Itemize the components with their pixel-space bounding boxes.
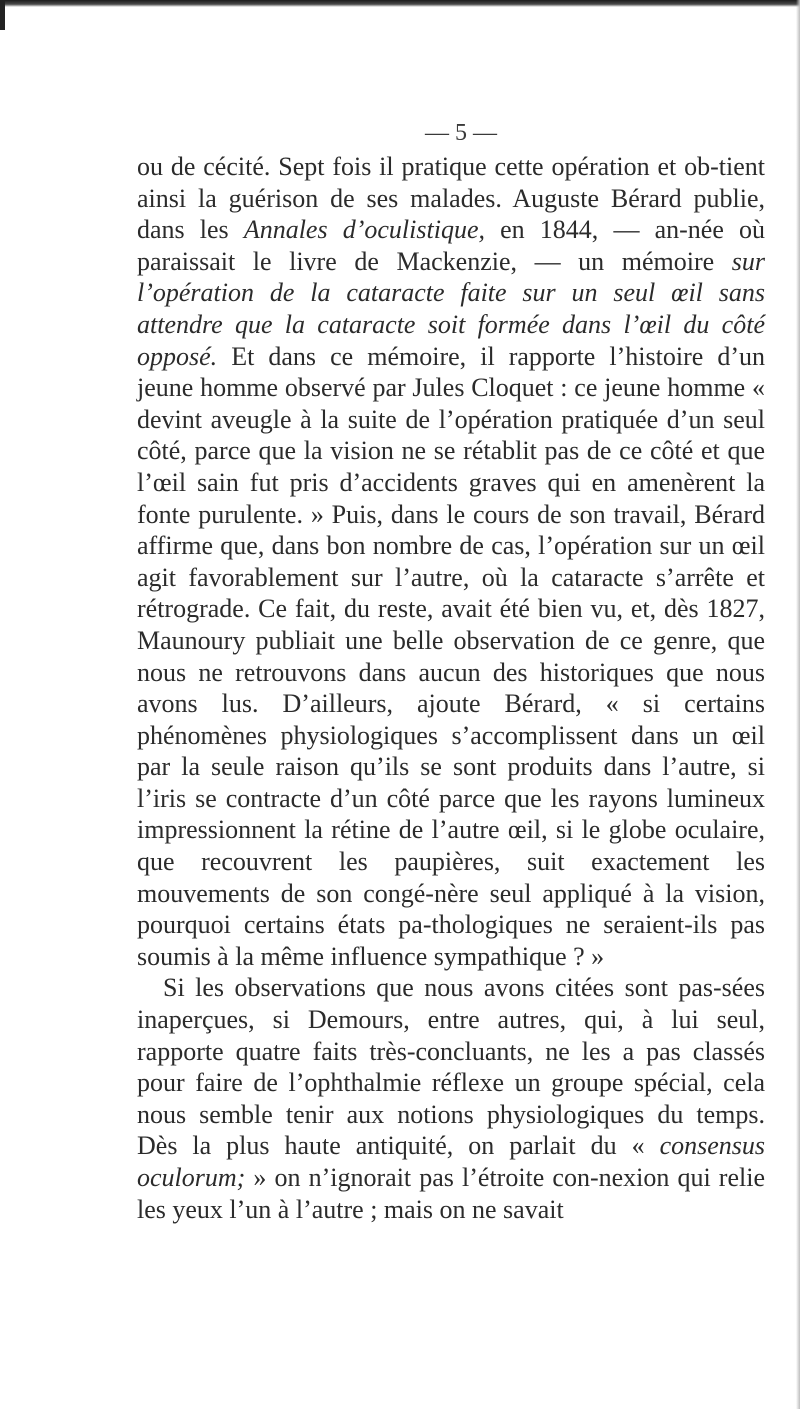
page-edge-left <box>0 0 5 30</box>
latin-phrase: consensus oculorum; <box>137 1131 765 1192</box>
memoir-title: sur l’opération de la cataracte faite sur un seul œil sans attendre que la cataracte soit formée dans l’œil du côté opposé. <box>137 246 765 371</box>
text-run: Si les observations que nous avons citées sont pas-sées inaperçues, si Demours, entre autres, qui, à lui seul, rapporte quatre faits très-concluants, ne les a pas classés pour faire de l’ophthalmie réflexe un groupe spécial, cela nous semble tenir aux notions physiologiques du temps. Dès la plus haute antiquité, on parlait du « <box>137 973 765 1161</box>
text-run: ou de cécité. Sept fois il pratique cette opération et ob-tient ainsi la guérison de ses malades. Auguste Bérard publie, dans les <box>137 152 765 245</box>
page-edge-right <box>796 0 800 1409</box>
book-page <box>137 120 765 1225</box>
paragraph-2 <box>137 972 765 1225</box>
text-run: Et dans ce mémoire, il rapporte l’histoire d’un jeune homme observé par Jules Cloquet : ce jeune homme « devint aveugle à la suite de l’opération pratiquée d’un seul côté, parce que la vision ne se rétablit pas de ce côté et que l’œil sain fut pris d’accidents graves qui en amenèrent la fonte purulente. » Puis, dans le cours de son travail, Bérard affirme que, dans bon nombre de cas, l’opération sur un œil agit favorablement sur l’autre, où la cataracte s’arrête et rétrograde. Ce fait, du reste, avait été bien vu, et, dès 1827, Maunoury publiait une belle observation de ce genre, que nous ne retrouvons dans aucun des historiques que nous avons lus. D’ailleurs, ajoute Bérard, « si certains phénomènes physiologiques s’accomplissent dans un œil par la seule raison qu’ils se sont produits dans l’autre, si l’iris se contracte d’un côté parce que les rayons lumineux impressionnent la rétine de l’autre œil, si le globe oculaire, que recouvrent les paupières, suit exactement les mouvements de son congé-nère seul appliqué à la vision, pourquoi certains états pa-thologiques ne seraient-ils pas soumis à la même influence sympathique ? » <box>137 341 765 971</box>
journal-title: Annales d’oculistique, <box>243 215 485 245</box>
text-run: » on n’ignorait pas l’étroite con-nexion qui relie les yeux l’un à l’autre ; mais on ne savait <box>137 1163 765 1224</box>
text-run: en 1844, — an-née où paraissait le livre de Mackenzie, — un mémoire <box>137 215 765 276</box>
paragraph-1 <box>137 151 765 972</box>
page-number: — 5 — <box>425 120 497 146</box>
page-edge-top <box>0 0 800 7</box>
